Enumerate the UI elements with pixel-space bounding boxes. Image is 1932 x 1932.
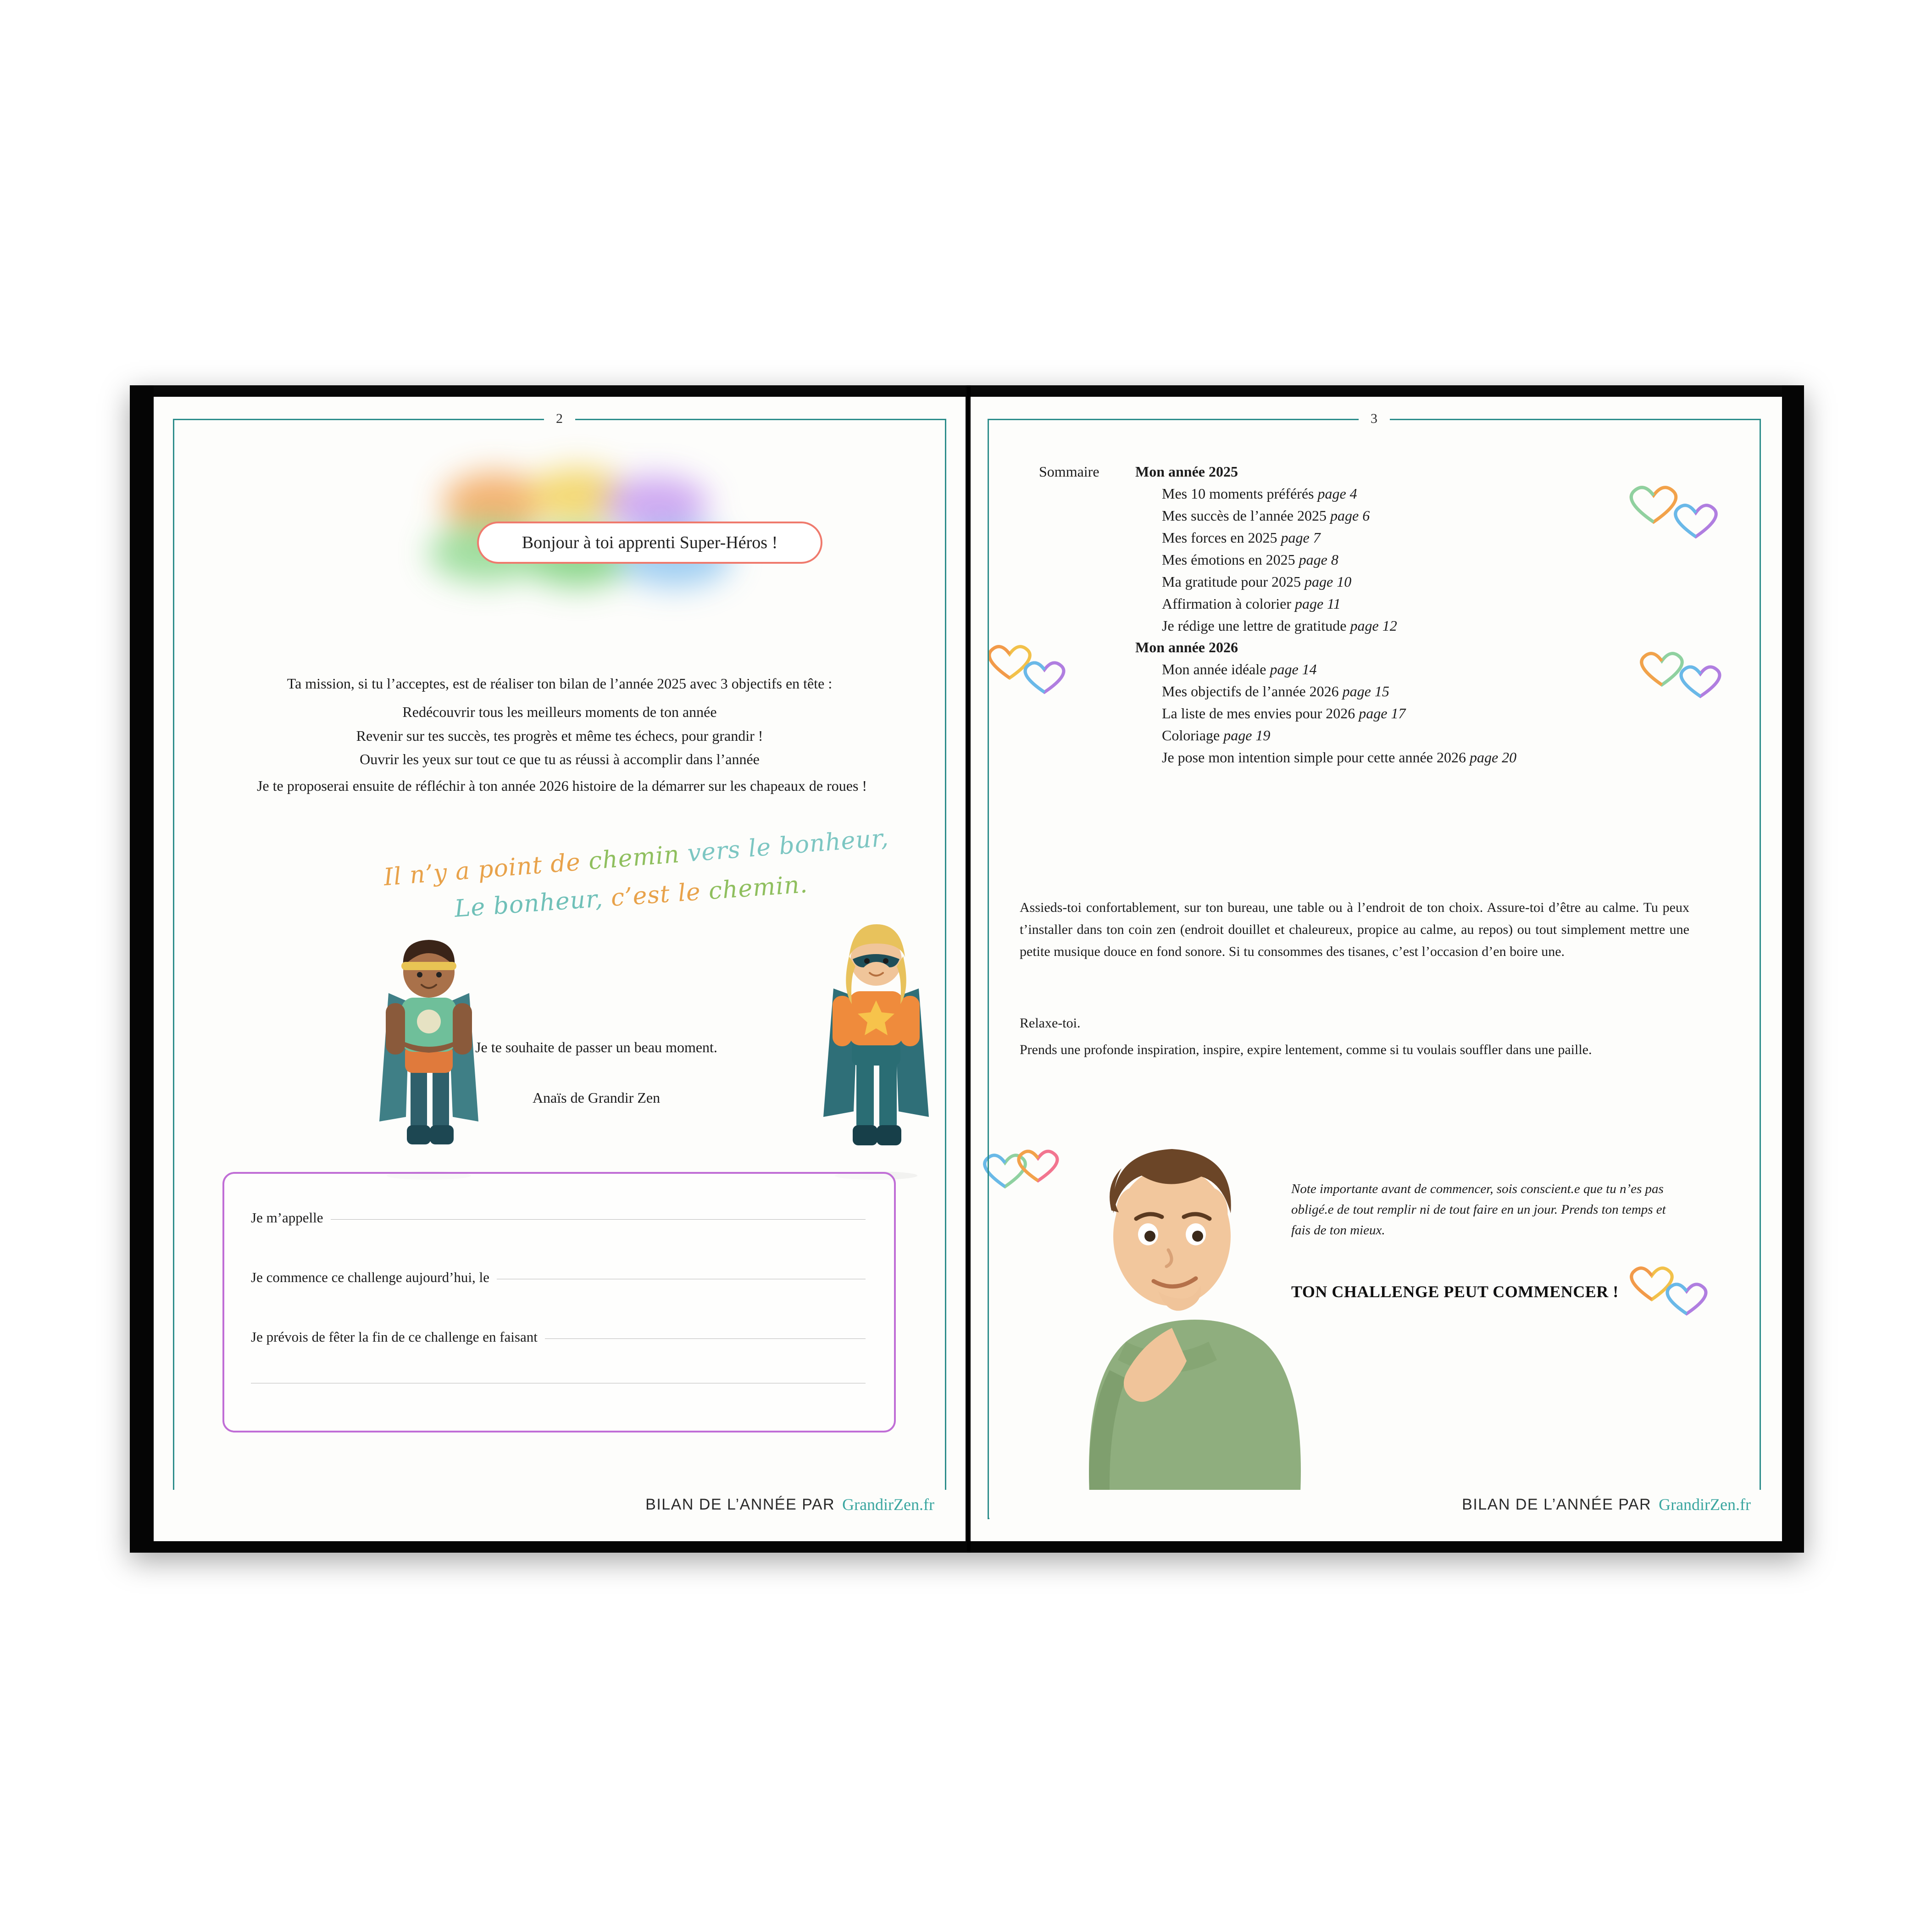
mission-goal-3: Ouvrir les yeux sur tout ce que tu as réussi à accomplir dans l’année	[360, 751, 760, 768]
toc-item-label: Ma gratitude pour 2025	[1162, 573, 1301, 590]
summary-label: Sommaire	[1039, 463, 1099, 480]
toc-item-label: Mes 10 moments préférés	[1162, 485, 1314, 502]
greeting-title-text: Bonjour à toi apprenti Super-Héros !	[522, 533, 778, 552]
page-frame-right	[988, 411, 1761, 1519]
toc-item-page: page 12	[1350, 617, 1397, 634]
toc-item-page: page 20	[1469, 749, 1517, 766]
footer-right	[989, 1490, 1763, 1519]
toc-item-label: Je rédige une lettre de gratitude	[1162, 617, 1347, 634]
toc-item-label: La liste de mes envies pour 2026	[1162, 705, 1355, 722]
toc-item-page: page 4	[1317, 485, 1357, 502]
toc-item-page: page 11	[1294, 595, 1341, 612]
page-frame-left	[173, 411, 946, 1519]
mission-intro: Ta mission, si tu l’acceptes, est de réaliser ton bilan de l’année 2025 avec 3 objectifs en tête :	[287, 675, 833, 692]
toc-item-page: page 6	[1330, 507, 1370, 524]
setup-paragraph: Assieds-toi confortablement, sur ton bureau, une table ou à l’endroit de ton choix. Assure-toi d’être au calme. Tu peux t’installer dans ton coin zen (endroit douillet et chaleureux, propice au calme, au repos) ou tout simplement mettre une petite musique douce en fond sonore. Si tu consommes des tisanes, c’est l’occasion d’en boire une.	[1020, 900, 1689, 959]
toc-item-page: page 14	[1270, 661, 1317, 677]
quote-line-2: Le bonheur, c’est le chemin.	[453, 871, 809, 923]
page-right	[970, 397, 1782, 1541]
signature-text: Anaïs de Grandir Zen	[532, 1089, 661, 1106]
toc-item-label: Mes émotions en 2025	[1162, 551, 1295, 568]
wish-text: Je te souhaite de passer un beau moment.	[475, 1039, 717, 1055]
proposal-text: Je te proposerai ensuite de réfléchir à ton année 2026 histoire de la démarrer sur les chapeaux de roues !	[256, 777, 867, 794]
toc-item-page: page 15	[1342, 683, 1389, 700]
toc-item-label: Mes forces en 2025	[1162, 529, 1277, 546]
toc-item-label: Mes objectifs de l’année 2026	[1162, 683, 1339, 700]
page-number-right: 3	[1359, 411, 1390, 427]
book-spread	[130, 385, 1804, 1553]
mission-goal-2: Revenir sur tes succès, tes progrès et même tes échecs, pour grandir !	[356, 727, 763, 744]
important-note: Note importante avant de commencer, sois conscient.e que tu n’es pas obligé.e de tout remplir ni de tout faire en un jour. Prends ton temps et fais de ton mieux.	[1291, 1182, 1666, 1238]
summary-section-heading-2: Mon année 2026	[1135, 639, 1238, 655]
book-spine	[967, 385, 971, 1553]
toc-item-page: page 7	[1281, 529, 1321, 546]
footer-label-right: BILAN DE L’ANNÉE PAR	[1462, 1495, 1652, 1513]
toc-item-label: Je pose mon intention simple pour cette année 2026	[1162, 749, 1466, 766]
toc-item-label: Mes succès de l’année 2025	[1162, 507, 1327, 524]
toc-item-label: Mon année idéale	[1162, 661, 1266, 677]
footer-label-left: BILAN DE L’ANNÉE PAR	[645, 1495, 835, 1513]
toc-item-label: Coloriage	[1162, 727, 1220, 744]
form-label-celebration: Je prévois de fêter la fin de ce challenge en faisant	[251, 1329, 538, 1345]
form-label-start-date: Je commence ce challenge aujourd’hui, le	[251, 1269, 489, 1285]
page-edge-shadow-right	[970, 385, 1782, 397]
relax-body: Prends une profonde inspiration, inspire, expire lentement, comme si tu voulais souffler dans une paille.	[1020, 1042, 1592, 1057]
toc-item-page: page 19	[1223, 727, 1271, 744]
summary-section-heading-1: Mon année 2025	[1135, 463, 1238, 480]
page-edge-shadow-left	[154, 385, 966, 397]
toc-item-page: page 10	[1305, 573, 1352, 590]
quote-line-1: Il n’y a point de chemin vers le bonheur,	[383, 824, 890, 892]
footer-brand-left[interactable]: GrandirZen.fr	[842, 1495, 934, 1514]
footer-brand-right[interactable]: GrandirZen.fr	[1659, 1495, 1751, 1514]
toc-item-page: page 8	[1299, 551, 1338, 568]
toc-item-page: page 17	[1359, 705, 1406, 722]
page-left	[154, 397, 966, 1541]
mission-goal-1: Redécouvrir tous les meilleurs moments de ton année	[402, 703, 717, 720]
page-number-left: 2	[544, 411, 575, 427]
relax-title: Relaxe-toi.	[1020, 1016, 1081, 1031]
challenge-cta: TON CHALLENGE PEUT COMMENCER !	[1291, 1282, 1619, 1301]
form-label-name: Je m’appelle	[251, 1210, 323, 1226]
toc-item-label: Affirmation à colorier	[1162, 595, 1291, 612]
footer-left	[173, 1490, 946, 1519]
